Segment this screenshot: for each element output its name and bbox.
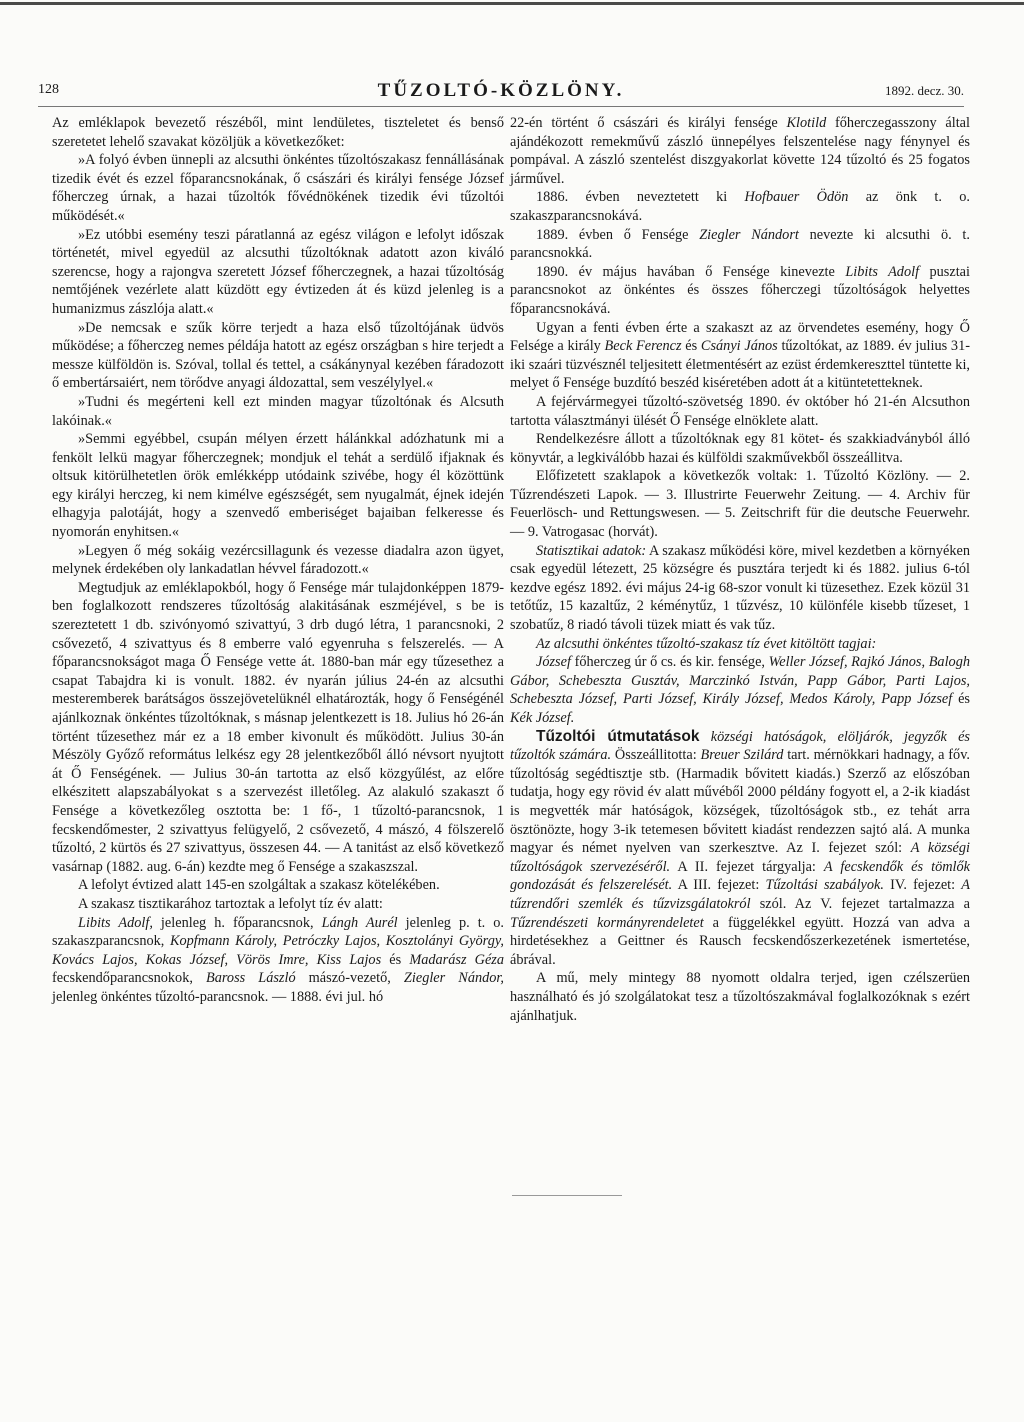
- paragraph: [510, 114, 970, 188]
- italic-text: Weller József, Rajkó János, Balogh Gábor, Schebeszta Gusztáv, Marczinkó István, Papp Gábor, Parti Lajos, Schebeszta József, Parti József, Király József, Medos Károly, Papp József: [510, 654, 970, 708]
- page-header: [38, 80, 964, 107]
- italic-text: Breuer Szilárd: [700, 747, 784, 764]
- text-run: jelenleg önkéntes tűzoltó-parancsnok. — 1888. évi jul. hó: [52, 988, 384, 1005]
- text-run: főherczeg úr ő cs. és kir. fensége,: [570, 654, 769, 671]
- text-run: nevezte ki alcsuthi ö. t. parancsnokká.: [510, 226, 970, 262]
- italic-text: Libits Adolf: [845, 263, 920, 280]
- paragraph: »Ez utóbbi esemény teszi páratlanná az egész világon e lefolyt időszak történetét, mivel egyedül az alcsuthi tűzoltóknak adatott azon kiváló szerencse, hogy a rajongva szeretett József főherczegnek, a hazai tűzoltóság nemtőjének vezérlete alatt küzdött egy évtizeden át és küzd jelenleg is a humanizmus zászlója alatt.«: [52, 226, 504, 317]
- text-run: A II. fejezet tárgyalja:: [670, 858, 824, 875]
- text-run: jelenleg h. főparancsnok,: [152, 914, 322, 931]
- italic-text: Kopfmann Károly, Petróczky Lajos, Kosztolányi György, Kovács Lajos, Kokas József, Vörös Imre, Kiss Lajos: [52, 933, 504, 968]
- text-run: 1886. évben neveztetett ki: [536, 189, 745, 206]
- italic-text: Hofbauer Ödön: [744, 189, 849, 206]
- italic-text: Madarász Géza: [409, 951, 505, 968]
- italic-text: Csányi János: [700, 338, 778, 355]
- paragraph: Rendelkezésre állott a tűzoltóknak egy 81 kötet- és szakkiadványból álló könyvtár, a legkiválóbb hazai és külföldi szakművekből összeállitva.: [510, 431, 970, 466]
- text-run: A szakasz működési köre, mivel kezdetben a környéken csak egyedül létezett, 25 községre és pusztára terjedt ki és 1882. julius 6-tól kezdve egész 1892. évi május 24-ig 68-szor vonult ki tüzesethez. Ezek közül 31 tetőtűz, 15 kazaltűz, 2 kéménytűz, 1 tűzvész, 10 különféle kisebb tűzeset, 1 szobatűz, 8 riadó távoli tüzek miatt és vak tűz.: [510, 542, 970, 634]
- paragraph: Előfizetett szaklapok a következők voltak: 1. Tűzoltó Közlöny. — 2. Tűzrendészeti Lapok. — 3. Illustrirte Feuerwehr Zeitung. — 4. Archiv für Feuerlösch- und Rettungswesen. — 5. Zeitschrift für die deutsche Feuerwehr. — 9. Vatrogasac (horvát).: [510, 468, 970, 541]
- paragraph: »Semmi egyébbel, csupán mélyen érzett hálánkkal adózhatunk mi a fenkölt lelkü magyar főherczegnek; mondjuk el tehát a serdülő ifjaknak és oltsuk kitörülhetetlen örök emlékképp utódaink szivébe, hogy él közöttünk egy királyi herczeg, ki nem kimélve egészségét, sem nyugalmát, éjnek idején elhagyja palotáját, hogy a szenvedő emberiséget bajaiban felkeresse és nyomorán enyhitsen.«: [52, 431, 504, 541]
- paragraph: [510, 188, 970, 225]
- statistics-paragraph: [510, 542, 970, 635]
- italic-text: községi hatóságok, elöljárók, jegyzők és tűzoltók számára.: [510, 728, 970, 764]
- italic-text: Lángh Aurél: [321, 914, 398, 931]
- text-run: tart. mérnökkari hadnagy, a főv. tűzoltóság segédtisztje stb. (Harmadik bővitett kiadás.) Szerző az előszóban tudatja, hogy egy rövid év alatt művéből 2000 példány fogyott el, a 2-ik kiadást is megvették már hatóságok, községek, tűzoltóságok stb., ez tehát arra ösztönözte, hogy 3-ik tetemesen bővitett kiadást rendezzen sajtó alá. A munka magyar és német nyelven van szerkesztve. Az I. fejezet szól:: [510, 747, 971, 857]
- journal-title: TŰZOLTÓ-KÖZLÖNY.: [377, 80, 625, 101]
- text-run: és: [381, 951, 410, 968]
- italic-text: Tűzrendészeti kormányrendeletet: [510, 914, 704, 931]
- left-column: [52, 114, 504, 1007]
- paragraph: [510, 319, 970, 393]
- italic-text: Ziegler Nándor,: [403, 970, 504, 987]
- section-rule: [512, 1195, 622, 1196]
- text-run: 1890. év május havában ő Fensége kinevezte: [536, 263, 846, 280]
- text-run: IV. fejezet:: [883, 877, 962, 894]
- paragraph: A lefolyt évtized alatt 145-en szolgáltak a szakasz kötelékében.: [78, 877, 440, 894]
- italic-text: Beck Ferencz: [604, 338, 682, 355]
- text-run: a függelékkel együtt. Hozzá van adva a hirdetésekhez a Geittner és Rausch fecskendőszerkezetének ismertetése, ábrával.: [510, 914, 970, 968]
- text-run: 22-én történt ő császári és királyi fensége: [510, 115, 787, 131]
- right-column: [510, 114, 970, 1025]
- italic-text: József: [536, 654, 571, 671]
- top-border-rule: [0, 2, 1024, 5]
- italic-text: Tűzoltási szabályok.: [765, 877, 884, 894]
- text-run: mászó-vezető,: [295, 970, 404, 987]
- issue-date: 1892. decz. 30.: [884, 83, 964, 98]
- italic-text: A fecskendők és tömlők gondozását és felszerelését.: [510, 858, 971, 894]
- paragraph: A szakasz tisztikarához tartoztak a lefolyt tíz év alatt:: [78, 895, 383, 912]
- members-heading: Az alcsuthi önkéntes tűzoltó-szakasz tíz évet kitöltött tagjai:: [536, 635, 877, 652]
- paragraph: Az emléklapok bevezető részéből, mint lendületes, tiszteletet és benső szeretetet lehelő szavakat közöljük a következőket:: [52, 115, 504, 150]
- paragraph: A mű, mely mintegy 88 nyomott oldalra terjed, igen czélszerüen használható és jó szolgálatokat tesz a tűzoltószakmával foglalkozóknak s ezért ajánlhatjuk.: [510, 970, 970, 1024]
- italic-text: A községi tűzoltóságok szervezéséről.: [510, 840, 971, 875]
- paragraph: A fejérvármegyei tűzoltó-szövetség 1890. év október hó 21-én Alcsuthon tartotta választmányi ülését Ő Fensége elnöklete alatt.: [510, 393, 970, 429]
- text-run: az önk t. o. szakaszparancsnokává.: [510, 189, 970, 224]
- paragraph: »De nemcsak e szűk körre terjedt a haza első tűzoltójának üdvös működése; a főherczeg nemes példája hatott az egész országban s hire terjedt a messze külföldön is. Szóval, tollal és tettel, a csákánynyal kezében fáradozott ő embertársaiért, nem törődve anyagi áldozattal, sem veszélylyel.«: [52, 319, 504, 392]
- paragraph: »Tudni és megérteni kell ezt minden magyar tűzoltónak és Alcsuth lakóinak.«: [52, 393, 504, 429]
- page-number: 128: [38, 82, 59, 97]
- members-list: [510, 653, 970, 727]
- italic-text: Libits Adolf,: [78, 914, 153, 931]
- italic-text: Klotild: [786, 115, 827, 131]
- text-run: Ugyan a fenti évben érte a szakaszt az az örvendetes esemény, hogy Ő Felsége a király: [510, 319, 970, 355]
- text-run: Összeállitotta:: [611, 747, 701, 764]
- text-run: A III. fejezet:: [672, 877, 766, 894]
- italic-text: A tűzrendőri szemlék és tűzvizsgálatokról: [510, 877, 970, 912]
- italic-text: Ziegler Nándort: [699, 226, 799, 243]
- text-run: tűzoltókat, az 1889. év julius 31-iki szaári tüzvésznél teljesitett életmentésért az ezüst érdemkereszttel tüntette ki, melyet ő Fensége buzdító beszéd kiséretében adott át a kitüntetetteknek.: [510, 338, 970, 392]
- italic-text: Statisztikai adatok:: [536, 542, 647, 559]
- paragraph: »Legyen ő még sokáig vezércsillagunk és vezesse diadalra azon ügyet, melynek érdekében oly lankadatlan hévvel fáradozott.«: [52, 542, 504, 578]
- text-run: jelenleg p. t. o. szakaszparancsnok,: [52, 914, 505, 950]
- paragraph: [510, 226, 970, 263]
- text-run: és: [952, 691, 970, 708]
- paragraph: Megtudjuk az emléklapokból, hogy ő Fensége már tulajdonképpen 1879-ben foglalkozott rendszeres tűzoltóság alakitásának eszméjével, s be is szereztetett 1 db. szivónyomó szivattyú, 3 drb dugó létra, 1 parancsnoki, 2 csővezető, 4 szivattyus és 8 emberre való egyenruha s felszerelés. — A főparancsnokságot maga Ő Fensége vette át. 1880-ban már egy tűzesethez a csapat Tabajdra ki is vonult. 1882. év nyarán július 24-én az alcsuthi mesteremberek barátságos összejövetelüknél elhatározták, hogy ő Fenségénél ajánlkoznak önkéntes tűzoltóknak, s másnap jelentkezett is 18. Julius hó 26-án történt tűzesethez már ez a 18 ember kivonult és működött. Julius 30-án Mészöly Győző református lelkész egy 28 jelentkezőből álló névsort nyujtott át Ő Fenségének. — Julius 30-án tartotta az első közgyűlést, az előre elkészitett alapszabályokat s a szervezést illetőleg. Az alakuló szakaszt ő Fensége a következőleg osztotta be: 1 fő-, 1 tűzoltó-parancsnok, 1 fecskendőmester, 2 szivattyus felügyelő, 2 csővezető, 4 mászó, 4 fölszerelő tűzoltó, 2 kürtös és 27 szivattyus, összesen 44. — A tanitást az első következő vasárnap (1882. aug. 6-án) kezdte meg ő Fensége a szakaszszal.: [52, 579, 504, 875]
- italic-text: Kék József.: [510, 710, 575, 726]
- book-review: [510, 728, 970, 970]
- text-run: főherczegasszony által ajándékozott remekművű zászló ünnepélyes felszentelése nagy fénynyel és pompával. A zászló szentelést diszgyakorlat követte 124 tűzoltó és 25 fogatos járművel.: [510, 115, 971, 187]
- officers-paragraph: [52, 914, 504, 1007]
- italic-text: Baross László: [206, 970, 296, 987]
- paragraph: [510, 263, 970, 319]
- text-run: fecskendőparancsnokok,: [52, 970, 206, 987]
- text-run: 1889. évben ő Fensége: [536, 226, 700, 243]
- paragraph: »A folyó évben ünnepli az alcsuthi önkéntes tűzoltószakasz fennállásának tizedik évét és ezzel főparancsnokának, ő császári és királyi fensége József főherczeg úrnak, a hazai tűzoltók fővédnökének tizedik évi tűzoltói működését.«: [52, 152, 504, 224]
- text-run: és: [681, 338, 701, 355]
- text-run: szól. Az V. fejezet tartalmazza a: [750, 895, 970, 912]
- text-run: pusztai parancsnokot az önkéntes és összes főherczegi tűzoltóságok helyettes főparancsnokává.: [510, 263, 971, 317]
- bold-heading-text: Tűzoltói útmutatások: [536, 727, 700, 745]
